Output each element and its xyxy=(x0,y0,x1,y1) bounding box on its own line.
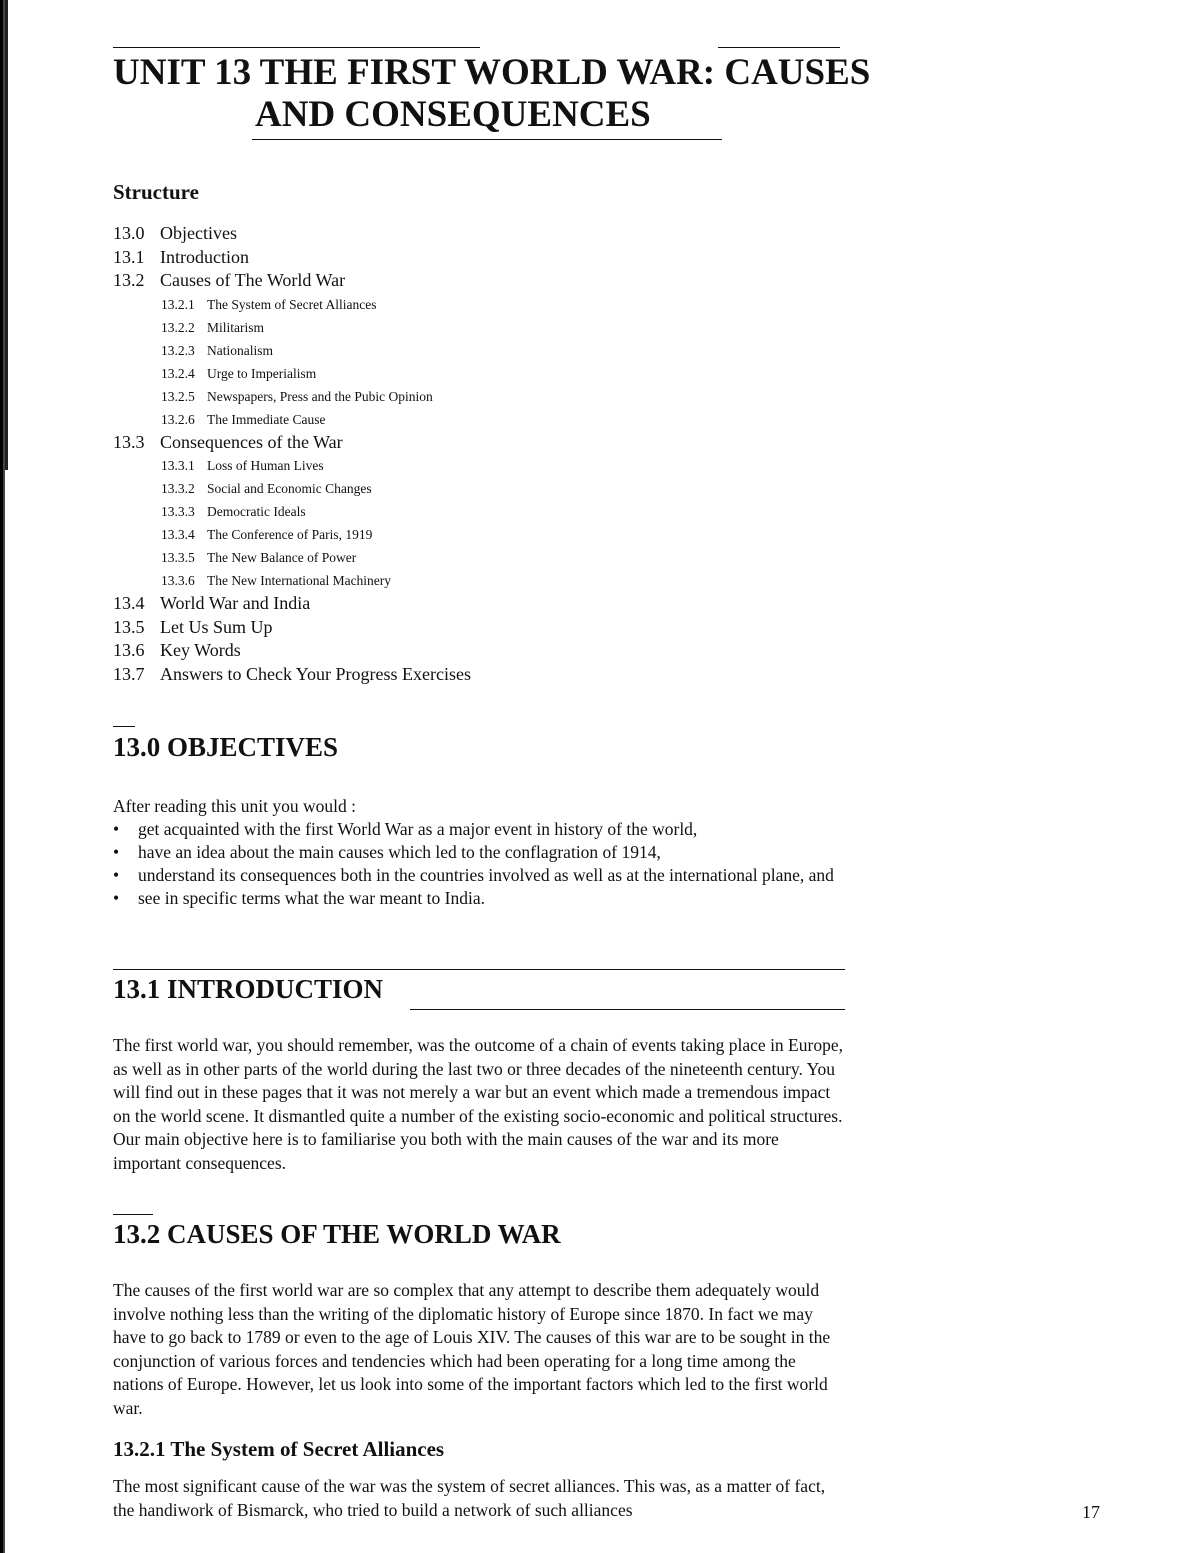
objectives-intro: After reading this unit you would : xyxy=(113,796,357,816)
unit-title-line-1: UNIT 13 THE FIRST WORLD WAR: CAUSES xyxy=(113,52,871,93)
toc-item xyxy=(113,592,873,616)
toc-item-number: 13.3 xyxy=(113,431,145,452)
toc-item-number: 13.0 xyxy=(113,223,145,243)
toc-item xyxy=(113,663,873,687)
toc-subitem-number: 13.3.6 xyxy=(161,573,195,588)
structure-heading: Structure xyxy=(113,180,199,204)
toc-item-number: 13.1 xyxy=(113,246,145,267)
unit-title-line-2: AND CONSEQUENCES xyxy=(255,94,651,135)
toc-subitem xyxy=(113,362,873,385)
toc-item-title: Introduction xyxy=(160,246,249,267)
toc-item-number: 13.7 xyxy=(113,663,145,684)
introduction-paragraph: The first world war, you should remember, was the outcome of a chain of events taking place in Europe, as well as in other parts of the world during the last two or three decades of the nineteenth century. You will find out in these pages that it was not merely a war but an event which made a tremendous impact on the world scene. It dismantled quite a number of the existing socio-economic and political structures. Our main objective here is to familiarise you both with the main causes of the war and its more important consequences. xyxy=(113,1035,843,1173)
objective-bullet xyxy=(113,818,843,841)
toc-item xyxy=(113,616,873,640)
objective-bullet-text: see in specific terms what the war meant to India. xyxy=(138,888,485,908)
objective-bullet xyxy=(113,864,843,887)
toc-item xyxy=(113,246,873,270)
introduction-heading: 13.1 INTRODUCTION xyxy=(113,974,384,1004)
causes-heading: 13.2 CAUSES OF THE WORLD WAR xyxy=(113,1219,561,1249)
objective-bullet xyxy=(113,841,843,864)
toc-subitem-title: Newspapers, Press and the Pubic Opinion xyxy=(207,388,433,404)
toc-item xyxy=(113,269,873,293)
toc-item-number: 13.5 xyxy=(113,616,145,637)
toc-subitem-title: Social and Economic Changes xyxy=(207,481,372,496)
bullet-dot-icon: • xyxy=(113,842,120,862)
toc-subitem xyxy=(113,293,873,316)
toc-item-title: Causes of The World War xyxy=(160,270,346,290)
toc-subitem-title: The Immediate Cause xyxy=(207,411,326,427)
toc-item-title: Key Words xyxy=(160,640,241,660)
toc-item-number: 13.6 xyxy=(113,640,145,660)
toc-subitem-number: 13.2.3 xyxy=(161,342,195,358)
title-top-rule-right xyxy=(718,47,840,48)
toc-subitem-number: 13.2.2 xyxy=(161,319,195,335)
toc-subitem-title: Loss of Human Lives xyxy=(207,458,324,473)
causes-paragraph: The causes of the first world war are so complex that any attempt to describe them adequately would involve nothing less than the writing of the diplomatic history of Europe since 1870. In fact we may have to go back to 1789 or even to the age of Louis XIV. The causes of this war are to be sought in the conjunction of various forces and tendencies which had been operating for a long time among the nations of Europe. However, let us look into some of the important factors which led to the first world war. xyxy=(113,1280,831,1418)
title-top-rule-left xyxy=(113,47,480,48)
objectives-heading-rule xyxy=(113,726,135,727)
page-number: 17 xyxy=(1082,1502,1100,1522)
toc-subitem xyxy=(113,408,873,431)
toc-subitem-number: 13.3.2 xyxy=(161,481,195,496)
toc-subitem-title: Militarism xyxy=(207,319,264,335)
toc-subitem-number: 13.2.6 xyxy=(161,411,195,427)
toc-item-title: Objectives xyxy=(160,223,237,243)
toc-subitem-title: Urge to Imperialism xyxy=(207,365,317,381)
bullet-dot-icon: • xyxy=(113,888,120,908)
toc-item-title: Let Us Sum Up xyxy=(160,616,273,637)
toc-subitem-number: 13.2.1 xyxy=(161,296,195,312)
toc-subitem-number: 13.3.5 xyxy=(161,550,195,565)
toc-item-title: Answers to Check Your Progress Exercises xyxy=(160,663,471,684)
toc-subitem-title: The New Balance of Power xyxy=(207,550,357,565)
objectives-list xyxy=(113,818,843,910)
toc-subitem-title: Democratic Ideals xyxy=(207,504,306,519)
toc-item-number: 13.2 xyxy=(113,270,145,290)
unit-title xyxy=(113,52,873,136)
toc-subitem xyxy=(113,385,873,408)
objective-bullet-text: understand its consequences both in the countries involved as well as at the international plane, and xyxy=(138,865,834,885)
toc-item xyxy=(113,431,873,455)
toc-subitem-number: 13.3.4 xyxy=(161,527,195,542)
toc-subitem xyxy=(113,316,873,339)
toc-subitem xyxy=(113,454,873,477)
toc-subitem-title: The New International Machinery xyxy=(207,573,392,588)
toc-subitem xyxy=(113,339,873,362)
toc-item-title: Consequences of the War xyxy=(160,431,343,452)
table-of-contents xyxy=(113,222,873,686)
bullet-dot-icon: • xyxy=(113,865,120,885)
introduction-bottom-rule xyxy=(410,1009,845,1010)
causes-heading-rule xyxy=(113,1214,153,1215)
toc-subitem xyxy=(113,523,873,546)
toc-subitem-title: The System of Secret Alliances xyxy=(207,296,377,312)
toc-subitem xyxy=(113,477,873,500)
toc-subitem xyxy=(113,546,873,569)
toc-subitem xyxy=(113,500,873,523)
toc-subitem-number: 13.2.5 xyxy=(161,388,195,404)
toc-subitem-title: The Conference of Paris, 1919 xyxy=(207,527,373,542)
introduction-top-rule xyxy=(113,969,845,970)
toc-item-number: 13.4 xyxy=(113,593,145,613)
objectives-heading: 13.0 OBJECTIVES xyxy=(113,732,339,762)
toc-item xyxy=(113,639,873,663)
secret-alliances-subheading: 13.2.1 The System of Secret Alliances xyxy=(113,1437,445,1461)
toc-subitem-number: 13.3.1 xyxy=(161,458,195,473)
scan-edge-shadow xyxy=(5,0,8,470)
objective-bullet xyxy=(113,887,843,910)
bullet-dot-icon: • xyxy=(113,819,120,839)
toc-item-title: World War and India xyxy=(160,593,311,613)
toc-subitem-number: 13.2.4 xyxy=(161,365,195,381)
toc-subitem-title: Nationalism xyxy=(207,342,273,358)
toc-subitem xyxy=(113,569,873,592)
objective-bullet-text: have an idea about the main causes which led to the conflagration of 1914, xyxy=(138,842,661,862)
objective-bullet-text: get acquainted with the first World War as a major event in history of the world, xyxy=(138,819,698,839)
secret-alliances-paragraph: The most significant cause of the war was the system of secret alliances. This was, as a matter of fact, the handiwork of Bismarck, who tried to build a network of such alliances xyxy=(113,1476,826,1520)
toc-item xyxy=(113,222,873,246)
title-bottom-rule xyxy=(252,139,722,140)
toc-subitem-number: 13.3.3 xyxy=(161,504,195,519)
